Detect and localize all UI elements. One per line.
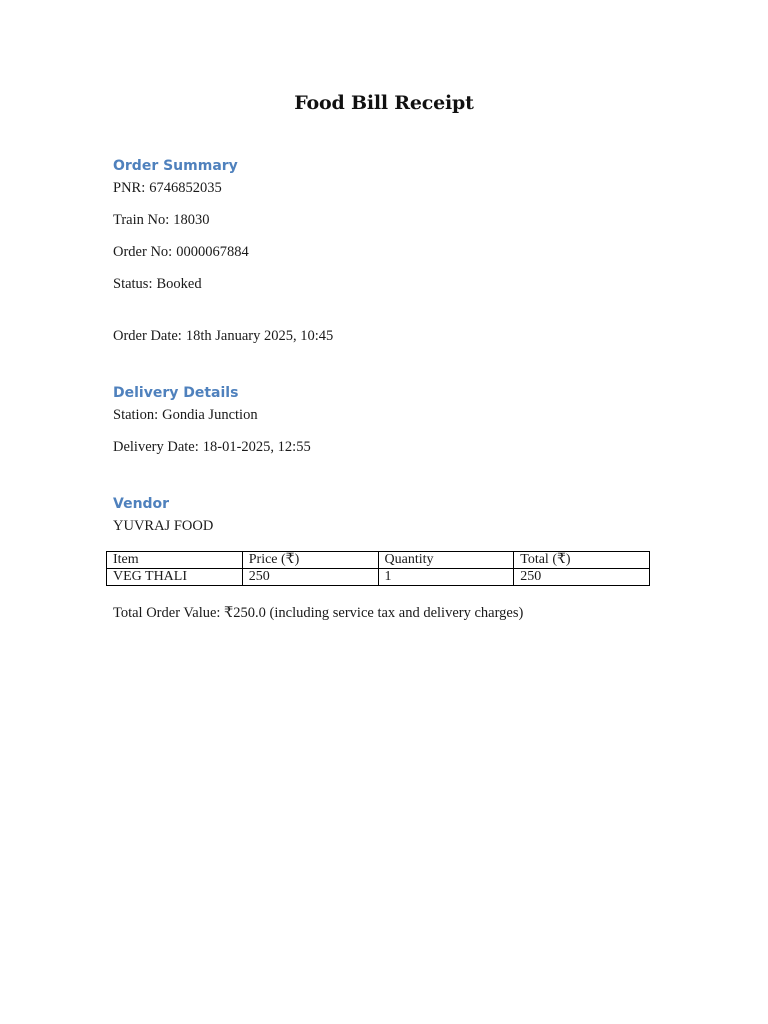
delivery-date-line	[113, 439, 311, 456]
pnr-line	[113, 180, 222, 197]
train-line	[113, 212, 210, 229]
pnr-value: 6746852035	[149, 180, 222, 196]
page-title: Food Bill Receipt	[294, 92, 474, 114]
station-line	[113, 407, 258, 424]
delivery-date-value: 18-01-2025, 12:55	[202, 439, 311, 455]
items-table	[106, 551, 650, 586]
delivery-details-heading: Delivery Details	[113, 385, 239, 401]
status-label: Status:	[113, 276, 153, 292]
delivery-date-label: Delivery Date:	[113, 439, 199, 455]
cell-price: 250	[242, 569, 378, 586]
total-order-value: Total Order Value: ₹250.0 (including service tax and delivery charges)	[113, 605, 524, 621]
order-number-line	[113, 244, 249, 261]
cell-quantity: 1	[378, 569, 514, 586]
column-header-price: Price (₹)	[242, 552, 378, 569]
order-date-line	[113, 328, 333, 345]
station-label: Station:	[113, 407, 159, 423]
pnr-label: PNR:	[113, 180, 146, 196]
status-value: Booked	[156, 276, 202, 292]
order-number-value: 0000067884	[176, 244, 249, 260]
column-header-quantity: Quantity	[378, 552, 514, 569]
status-line	[113, 276, 202, 293]
vendor-heading: Vendor	[113, 496, 170, 512]
cell-item: VEG THALI	[107, 569, 243, 586]
order-date-value: 18th January 2025, 10:45	[185, 328, 334, 344]
table-row	[107, 569, 650, 586]
column-header-item: Item	[107, 552, 243, 569]
table-header-row	[107, 552, 650, 569]
order-number-label: Order No:	[113, 244, 173, 260]
vendor-name: YUVRAJ FOOD	[113, 518, 214, 534]
station-value: Gondia Junction	[162, 407, 258, 423]
train-label: Train No:	[113, 212, 170, 228]
order-summary-heading: Order Summary	[113, 158, 238, 174]
train-value: 18030	[173, 212, 210, 228]
column-header-total: Total (₹)	[514, 552, 650, 569]
order-date-label: Order Date:	[113, 328, 182, 344]
cell-total: 250	[514, 569, 650, 586]
